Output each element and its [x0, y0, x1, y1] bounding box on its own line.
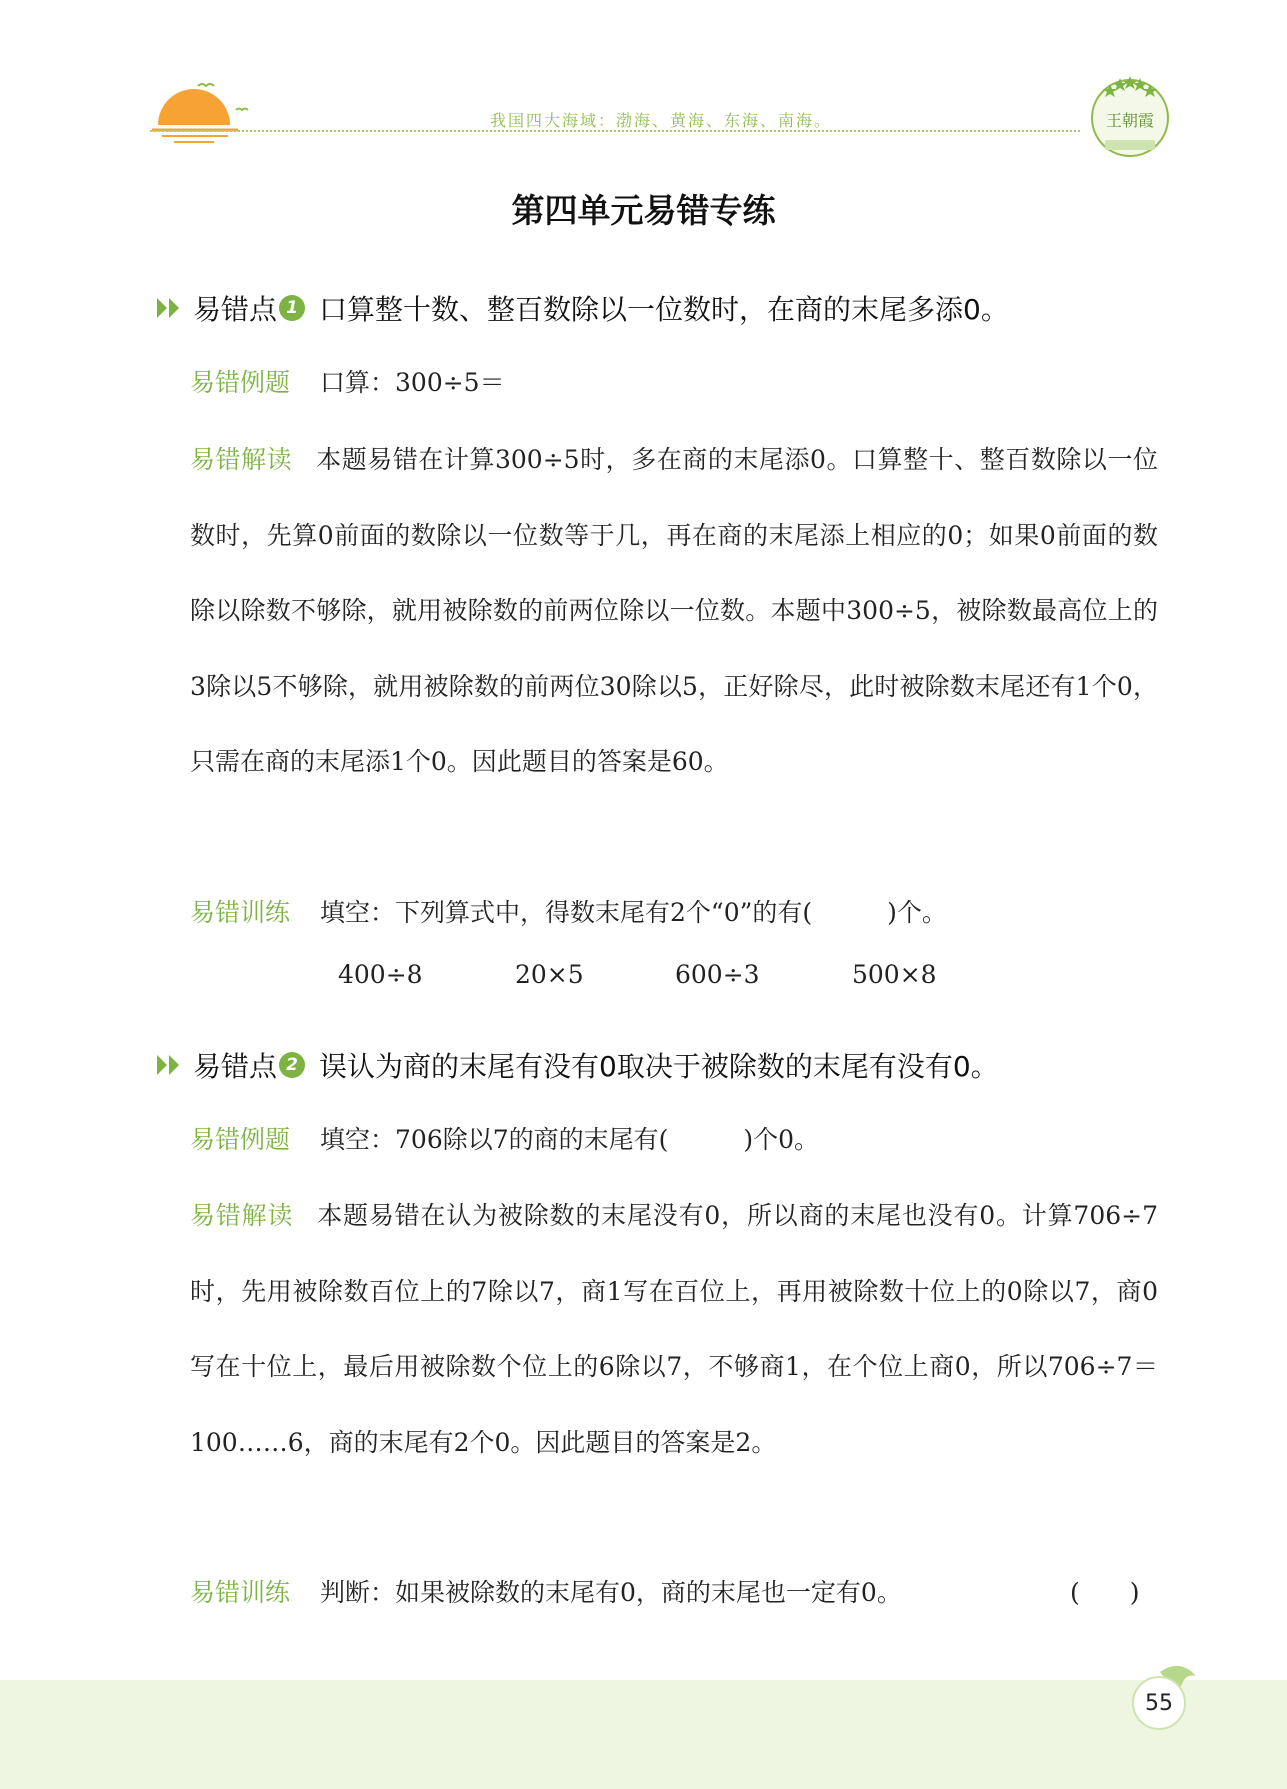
footer-band	[0, 1680, 1287, 1789]
error-point-2-heading	[155, 1045, 999, 1085]
explanation-paragraph	[190, 1178, 1158, 1480]
example-tag: 易错例题	[190, 368, 291, 397]
training-tag: 易错训练	[190, 898, 291, 927]
number-badge: 1	[279, 295, 305, 321]
double-arrow-icon	[155, 296, 185, 320]
number-badge: 2	[279, 1052, 305, 1078]
training-text: 判断：如果被除数的末尾有0，商的末尾也一定有0。	[320, 1578, 902, 1607]
expression-2: 20×5	[515, 960, 584, 989]
example-text: 填空：706除以7的商的末尾有( )个0。	[320, 1125, 820, 1154]
explanation-tag: 易错解读	[190, 445, 293, 474]
training-row	[190, 875, 1160, 950]
explanation-text: 本题易错在认为被除数的末尾没有0，所以商的末尾也没有0。计算706÷7时，先用被除数百位上的7除以7，商1写在百位上，再用被除数十位上的0除以7，商0写在十位上，最后用被除数个位上的6除以7，不够商1，在个位上商0，所以706÷7＝100……6，商的末尾有2个0。因此题目的答案是2。	[190, 1201, 1158, 1457]
example-row	[190, 345, 1160, 420]
header-motto: 我国四大海域：渤海、黄海、东海、南海。	[490, 111, 833, 130]
training-text: 填空：下列算式中，得数末尾有2个“0”的有( )个。	[320, 898, 947, 927]
page-number-badge	[1120, 1650, 1210, 1740]
expression-1: 400÷8	[338, 960, 423, 989]
brand-logo-icon	[1085, 70, 1175, 170]
explanation-tag: 易错解读	[190, 1201, 294, 1230]
error-point-1-heading	[155, 288, 1009, 328]
training-tag: 易错训练	[190, 1578, 291, 1607]
explanation-paragraph	[190, 422, 1158, 800]
error-point-text: 误认为商的末尾有没有0取决于被除数的末尾有没有0。	[319, 1050, 999, 1083]
training-row	[190, 1555, 1160, 1630]
explanation-text: 本题易错在计算300÷5时，多在商的末尾添0。口算整十、整百数除以一位数时，先算0前面的数除以一位数等于几，再在商的末尾添上相应的0；如果0前面的数除以除数不够除，就用被除数的前两位除以一位数。本题中300÷5，被除数最高位上的3除以5不够除，就用被除数的前两位30除以5，正好除尽，此时被除数末尾还有1个0，只需在商的末尾添1个0。因此题目的答案是60。	[190, 445, 1158, 776]
example-tag: 易错例题	[190, 1125, 291, 1154]
answer-bracket: ( )	[1070, 1578, 1140, 1607]
page-title: 第四单元易错专练	[511, 191, 776, 230]
expression-4: 500×8	[852, 960, 937, 989]
error-point-label: 易错点	[193, 293, 278, 326]
double-arrow-icon	[155, 1053, 185, 1077]
sun-logo-icon	[150, 70, 260, 150]
expression-3: 600÷3	[675, 960, 760, 989]
page-number: 55	[1132, 1676, 1186, 1730]
logo-text: 王朝霞	[1105, 111, 1155, 130]
error-point-label: 易错点	[193, 1050, 278, 1083]
example-text: 口算：300÷5＝	[320, 368, 505, 397]
error-point-text: 口算整十数、整百数除以一位数时，在商的末尾多添0。	[319, 293, 1009, 326]
example-row	[190, 1102, 1160, 1177]
